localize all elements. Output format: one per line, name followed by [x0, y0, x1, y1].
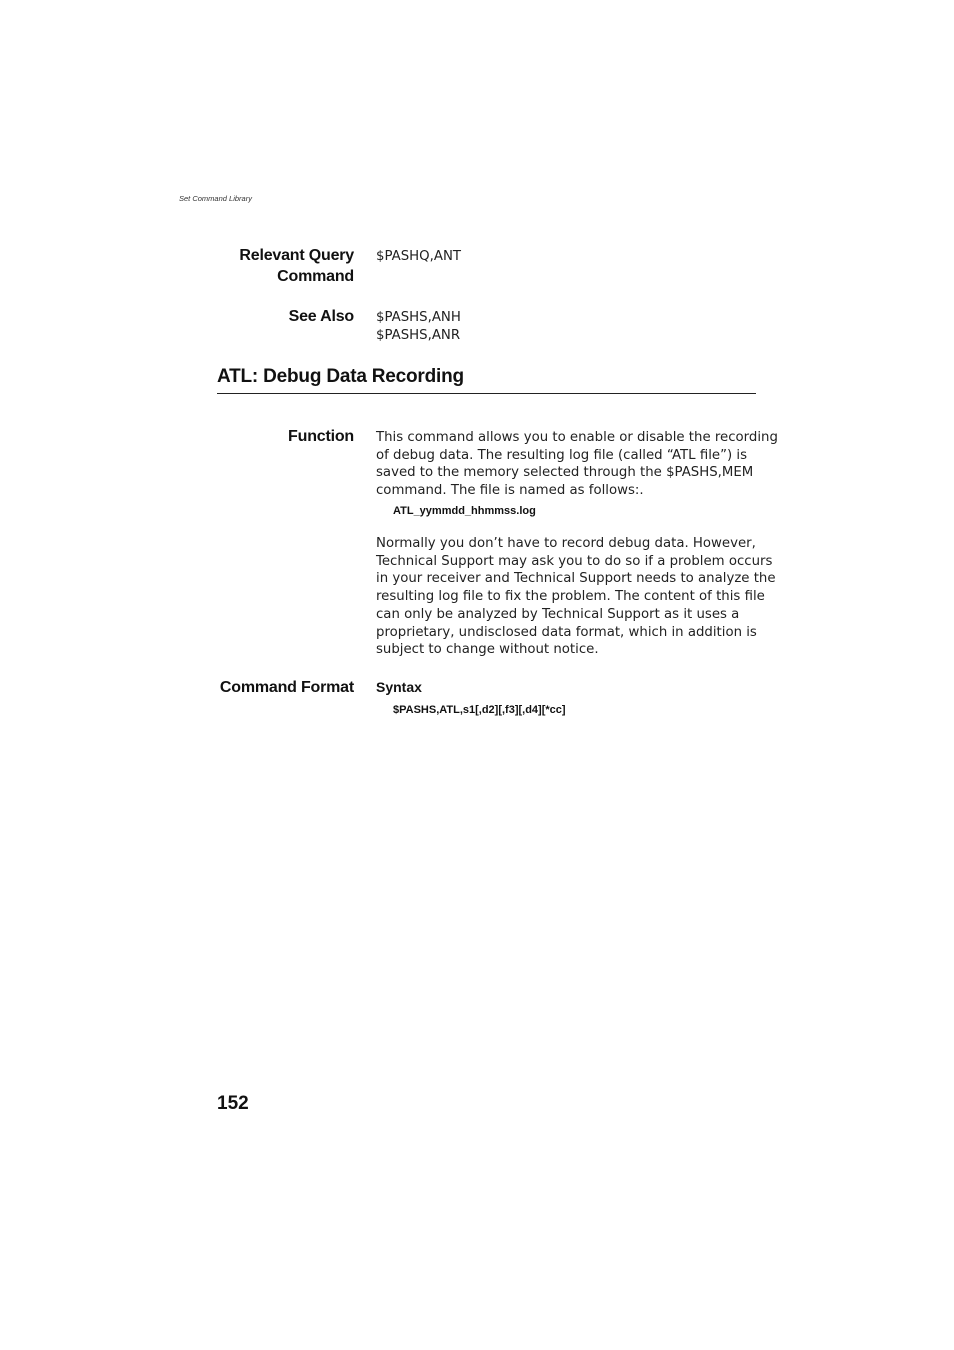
- relevant-query-label-line-2: Command: [277, 268, 354, 285]
- section-divider: [217, 393, 756, 394]
- paragraph-line: can only be analyzed by Technical Support as it uses a: [376, 606, 740, 622]
- log-filename: ATL_yymmdd_hhmmss.log: [393, 505, 536, 517]
- command-format-label: Command Format: [219, 679, 354, 696]
- syntax-heading: Syntax: [376, 679, 422, 695]
- paragraph-line: of debug data. The resulting log file (called “ATL file”) is: [376, 447, 747, 463]
- syntax-string: $PASHS,ATL,s1[,d2][,f3][,d4][*cc]: [393, 704, 566, 716]
- paragraph-line: command. The file is named as follows:.: [376, 483, 644, 499]
- relevant-query-value: [376, 248, 756, 266]
- function-paragraph-2: [376, 535, 776, 659]
- relevant-query-label: [239, 245, 354, 287]
- see-also-list: [376, 309, 756, 344]
- see-also-item: $PASHS,ANR: [376, 327, 461, 343]
- section-title: ATL: Debug Data Recording: [217, 366, 464, 387]
- paragraph-line: resulting log file to fix the problem. The content of this file: [376, 589, 765, 605]
- see-also-label: See Also: [288, 308, 354, 325]
- paragraph-line: subject to change without notice.: [376, 642, 599, 658]
- function-paragraph-1: [376, 429, 778, 500]
- paragraph-line: in your receiver and Technical Support needs to analyze the: [376, 571, 776, 587]
- paragraph-line: Technical Support may ask you to do so if a problem occurs: [376, 553, 773, 569]
- paragraph-line: proprietary, undisclosed data format, which in addition is: [376, 624, 757, 640]
- relevant-query-command: $PASHQ,ANT: [376, 249, 462, 264]
- page-number: 152: [217, 1093, 249, 1114]
- paragraph-line: This command allows you to enable or disable the recording: [376, 430, 778, 445]
- see-also-item: $PASHS,ANH: [376, 310, 461, 325]
- running-header: Set Command Library: [179, 194, 252, 203]
- paragraph-line: Normally you don’t have to record debug data. However,: [376, 536, 756, 551]
- function-label: Function: [288, 428, 354, 445]
- paragraph-line: saved to the memory selected through the $PASHS,MEM: [376, 465, 754, 481]
- relevant-query-label-line-1: Relevant Query: [239, 247, 354, 264]
